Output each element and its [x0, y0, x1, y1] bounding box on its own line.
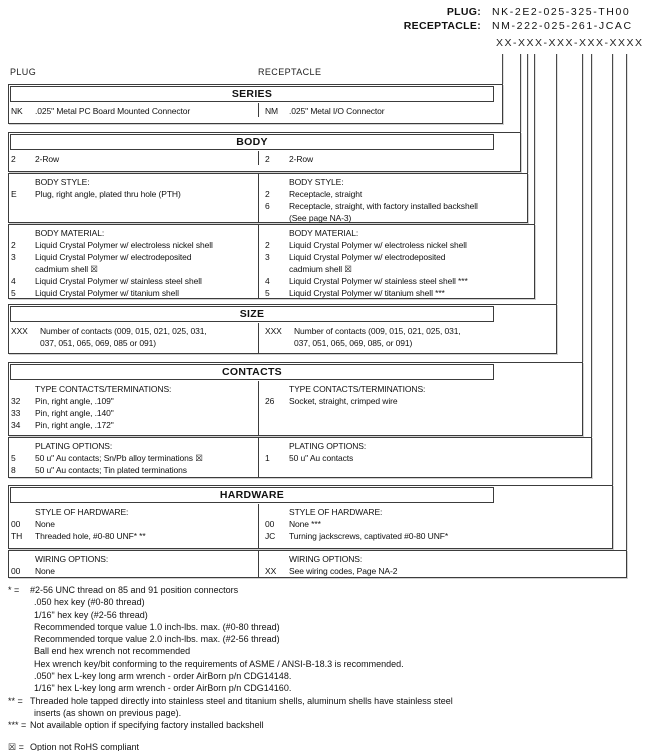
- option-desc-cont: cadmium shell ☒: [35, 264, 98, 274]
- option-code: 32: [11, 396, 21, 406]
- column-label-plug: PLUG: [10, 67, 37, 77]
- plating-subsection: [8, 437, 592, 478]
- option-code: NM: [265, 106, 279, 116]
- hardware-section: [8, 485, 613, 549]
- option-code: 3: [11, 252, 16, 262]
- option-code: 26: [265, 396, 275, 406]
- option-code: 5: [265, 288, 270, 298]
- receptacle-part-number-value: NM-222-025-261-JCAC: [492, 20, 633, 32]
- option-desc: Pin, right angle, .109": [35, 396, 114, 406]
- body-style-subsection: [8, 173, 528, 223]
- body-row-right: [265, 153, 520, 165]
- size-section: [8, 304, 557, 354]
- option-code: 4: [11, 276, 16, 286]
- option-desc-cont: (See page NA-3): [289, 213, 352, 223]
- option-code: 6: [265, 201, 270, 211]
- footnotes: [8, 584, 453, 751]
- option-desc: Liquid Crystal Polymer w/ titanium shell: [35, 288, 179, 298]
- option-code: 00: [11, 566, 21, 576]
- option-desc: Receptacle, straight: [289, 189, 363, 199]
- footnote-text: .050" hex L-key long arm wrench - order AirBorn p/n CDG14148.: [34, 671, 292, 682]
- connector-line-contacts-plating: [591, 54, 592, 437]
- hardware-style-heading-left: STYLE OF HARDWARE:: [35, 507, 129, 517]
- column-label-receptacle: RECEPTACLE: [258, 67, 322, 77]
- series-section: [8, 84, 503, 124]
- option-code: 33: [11, 408, 21, 418]
- option-desc: 50 u" Au contacts; Sn/Pb alloy terminations ☒: [35, 453, 203, 463]
- option-desc: 2-Row: [35, 154, 60, 164]
- option-desc: Plug, right angle, plated thru hole (PTH): [35, 189, 181, 199]
- footnote-text: 1/16" hex L-key long arm wrench - order AirBorn p/n CDG14160.: [34, 683, 292, 694]
- footnote-text: inserts (as shown on previous page).: [34, 707, 182, 718]
- body-material-heading-right: BODY MATERIAL:: [289, 228, 359, 238]
- option-desc: Number of contacts (009, 015, 021, 025, 031,: [40, 326, 207, 336]
- body-section: [8, 132, 521, 172]
- footnote-text: .050 hex key (#0-80 thread): [34, 597, 145, 608]
- option-desc: See wiring codes, Page NA-2: [289, 566, 398, 576]
- option-code: 5: [11, 288, 16, 298]
- hardware-header: HARDWARE: [10, 487, 494, 503]
- footnote-marker: * =: [8, 585, 20, 595]
- option-desc: Liquid Crystal Polymer w/ electrodeposited: [289, 252, 446, 262]
- option-desc: Liquid Crystal Polymer w/ electroless nickel shell: [35, 240, 213, 250]
- rohs-box-x-icon: ☒ =: [8, 741, 24, 751]
- option-code: 00: [11, 519, 21, 529]
- footnote-text: Hex wrench key/bit conforming to the requirements of ASME / ANSI-B-18.3 is recommended.: [34, 658, 404, 669]
- option-desc: Liquid Crystal Polymer w/ stainless steel shell: [35, 276, 202, 286]
- footnote-text: 1/16" hex key (#2-56 thread): [34, 609, 148, 620]
- series-receptacle-row: [265, 105, 502, 117]
- option-desc: None ***: [289, 519, 321, 529]
- option-code: 2: [265, 154, 270, 164]
- footnote-marker: *** =: [8, 720, 27, 731]
- contacts-header: CONTACTS: [10, 364, 494, 380]
- contacts-section: [8, 362, 583, 436]
- footnote-triple-star: [8, 719, 453, 731]
- footnote-double-star: [8, 695, 453, 707]
- option-desc: 50 u" Au contacts: [289, 453, 354, 463]
- option-code: 8: [11, 465, 16, 475]
- contacts-type-heading-left: TYPE CONTACTS/TERMINATIONS:: [35, 384, 172, 394]
- option-desc: .025" Metal PC Board Mounted Connector: [35, 106, 191, 116]
- option-desc: Liquid Crystal Polymer w/ electroless nickel shell: [289, 240, 467, 250]
- option-desc-cont: cadmium shell ☒: [289, 264, 352, 274]
- body-material-subsection: [8, 224, 535, 299]
- option-desc: Number of contacts (009, 015, 021, 025, 031,: [294, 326, 461, 336]
- plating-heading-right: PLATING OPTIONS:: [289, 441, 367, 451]
- body-style-heading-right: BODY STYLE:: [289, 177, 344, 187]
- plug-part-number-label: PLUG:: [446, 6, 481, 18]
- option-desc: None: [35, 519, 55, 529]
- series-header: SERIES: [10, 86, 494, 102]
- option-code: 00: [265, 519, 275, 529]
- footnote-text: Recommended torque value 2.0 inch-lbs. max. (#2-56 thread): [34, 634, 280, 645]
- option-desc: .025" Metal I/O Connector: [289, 106, 385, 116]
- body-header: BODY: [10, 134, 494, 150]
- body-material-heading-left: BODY MATERIAL:: [35, 228, 105, 238]
- wiring-subsection: [8, 550, 627, 578]
- wiring-heading-right: WIRING OPTIONS:: [289, 554, 363, 564]
- series-plug-row: [11, 105, 258, 117]
- option-desc: Receptacle, straight, with factory installed backshell: [289, 201, 478, 211]
- option-code: XX: [265, 566, 277, 576]
- option-code: 2: [11, 240, 16, 250]
- plug-part-number-value: NK-2E2-025-325-TH00: [492, 6, 631, 18]
- connector-line-size: [556, 54, 557, 304]
- wiring-heading-left: WIRING OPTIONS:: [35, 554, 109, 564]
- option-desc: Turning jackscrews, captivated #0-80 UNF*: [289, 531, 449, 541]
- footnote-text: Ball end hex wrench not recommended: [34, 646, 191, 657]
- hardware-style-heading-right: STYLE OF HARDWARE:: [289, 507, 383, 517]
- option-desc-cont: 037, 051, 065, 069, 085, or 091): [294, 338, 413, 348]
- connector-line-series: [502, 54, 503, 84]
- option-code: 2: [265, 240, 270, 250]
- connector-line-hardware-style: [612, 54, 613, 485]
- connector-line-hardware-wiring: [626, 54, 627, 550]
- footnote-text: #2-56 UNC thread on 85 and 91 position connectors: [30, 585, 239, 595]
- option-code: 2: [11, 154, 16, 164]
- option-code: XXX: [11, 326, 28, 336]
- option-desc: Socket, straight, crimped wire: [289, 396, 398, 406]
- connector-line-contacts-type: [582, 54, 583, 362]
- footnote-rohs: [8, 741, 453, 751]
- option-code: 2: [265, 189, 270, 199]
- option-desc: Liquid Crystal Polymer w/ electrodeposited: [35, 252, 192, 262]
- footnote-text: Recommended torque value 1.0 inch-lbs. max. (#0-80 thread): [34, 621, 280, 632]
- option-code: 1: [265, 453, 270, 463]
- option-desc: None: [35, 566, 55, 576]
- body-style-right-row: [265, 188, 527, 200]
- option-code: E: [11, 189, 17, 199]
- body-row-left: [11, 153, 258, 165]
- option-desc: Pin, right angle, .140": [35, 408, 114, 418]
- option-code: 3: [265, 252, 270, 262]
- size-header: SIZE: [10, 306, 494, 322]
- body-style-right-row: [265, 200, 527, 224]
- contacts-type-heading-right: TYPE CONTACTS/TERMINATIONS:: [289, 384, 426, 394]
- option-desc: Liquid Crystal Polymer w/ stainless steel shell ***: [289, 276, 468, 286]
- option-code: JC: [265, 531, 276, 541]
- option-code: NK: [11, 106, 23, 116]
- option-desc: Pin, right angle, .172": [35, 420, 114, 430]
- connector-line-body-row: [520, 54, 521, 132]
- footnote-marker: ** =: [8, 695, 23, 706]
- option-desc: Liquid Crystal Polymer w/ titanium shell ***: [289, 288, 445, 298]
- option-desc: Threaded hole, #0-80 UNF* **: [35, 531, 146, 541]
- footnote-text: Threaded hole tapped directly into stainless steel and titanium shells, aluminum shells have stainless steel: [30, 695, 453, 706]
- body-style-left-row: [11, 188, 258, 200]
- option-desc: 2-Row: [289, 154, 314, 164]
- option-code: 34: [11, 420, 21, 430]
- connector-line-body-style: [527, 54, 528, 173]
- plating-heading-left: PLATING OPTIONS:: [35, 441, 113, 451]
- receptacle-part-number-label: RECEPTACLE:: [403, 20, 481, 32]
- option-code: XXX: [265, 326, 282, 336]
- option-desc-cont: 037, 051, 065, 069, 085 or 091): [40, 338, 156, 348]
- option-code: 4: [265, 276, 270, 286]
- body-style-heading-left: BODY STYLE:: [35, 177, 90, 187]
- option-desc: 50 u" Au contacts; Tin plated terminations: [35, 465, 187, 475]
- option-code: TH: [11, 531, 23, 541]
- size-right-row: [265, 325, 556, 349]
- footnote-star: [8, 584, 453, 596]
- part-number-mask: XX-XXX-XXX-XXX-XXXX: [496, 37, 644, 49]
- connector-line-body-material: [534, 54, 535, 224]
- option-code: 5: [11, 453, 16, 463]
- size-left-row: [11, 325, 258, 349]
- footnote-text: Not available option if specifying factory installed backshell: [30, 720, 264, 731]
- footnote-text: Option not RoHS compliant: [30, 741, 140, 751]
